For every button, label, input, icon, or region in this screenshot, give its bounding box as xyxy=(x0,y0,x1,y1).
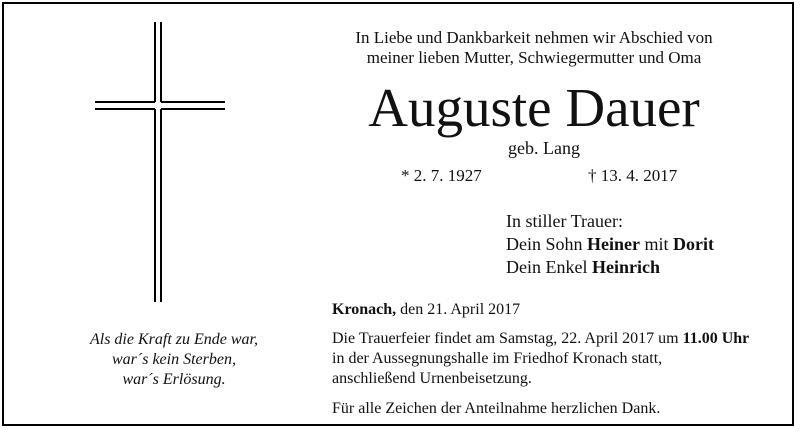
mourning-heading: In stiller Trauer: xyxy=(506,211,623,231)
ceremony-line: in der Aussegnungshalle im Friedhof Kronach statt, xyxy=(332,350,663,367)
maiden-name: geb. Lang xyxy=(508,138,580,158)
death-date: † 13. 4. 2017 xyxy=(588,166,678,185)
date: den 21. April 2017 xyxy=(400,301,521,318)
ceremony-time: 11.00 Uhr xyxy=(682,330,750,347)
ceremony-text: Die Trauerfeier findet am Samstag, 22. April 2017 um xyxy=(332,330,679,347)
ceremony-line xyxy=(332,329,792,349)
grandson-prefix: Dein Enkel xyxy=(506,257,588,277)
mourner-son xyxy=(506,233,714,256)
mourner-grandson xyxy=(506,256,714,279)
intro-line: In Liebe und Dankbarkeit nehmen wir Abschied von xyxy=(355,28,713,47)
intro-line: meiner lieben Mutter, Schwiegermutter und Oma xyxy=(366,48,702,67)
poem-line: Als die Kraft zu Ende war, xyxy=(89,331,258,348)
son-partner: Dorit xyxy=(673,234,714,254)
obituary-notice xyxy=(2,2,794,426)
poem-line: war´s kein Sterben, xyxy=(112,351,236,368)
son-prefix: Dein Sohn xyxy=(506,234,583,254)
intro-text xyxy=(334,28,734,68)
son-connector: mit xyxy=(644,234,669,254)
ceremony-line: anschließend Urnenbeisetzung. xyxy=(332,370,532,387)
mourners-block xyxy=(506,210,714,279)
memorial-poem xyxy=(54,330,294,390)
son-name: Heiner xyxy=(587,234,640,254)
poem-line: war´s Erlösung. xyxy=(122,371,226,388)
deceased-name: Auguste Dauer xyxy=(368,77,700,138)
cross-icon xyxy=(90,22,230,302)
ceremony-info xyxy=(332,329,792,389)
grandson-name: Heinrich xyxy=(591,257,660,277)
birth-date: * 2. 7. 1927 xyxy=(401,166,482,185)
thanks-text: Für alle Zeichen der Anteilnahme herzlichen Dank. xyxy=(332,400,661,417)
place-date xyxy=(332,301,520,319)
place: Kronach, xyxy=(332,301,397,318)
